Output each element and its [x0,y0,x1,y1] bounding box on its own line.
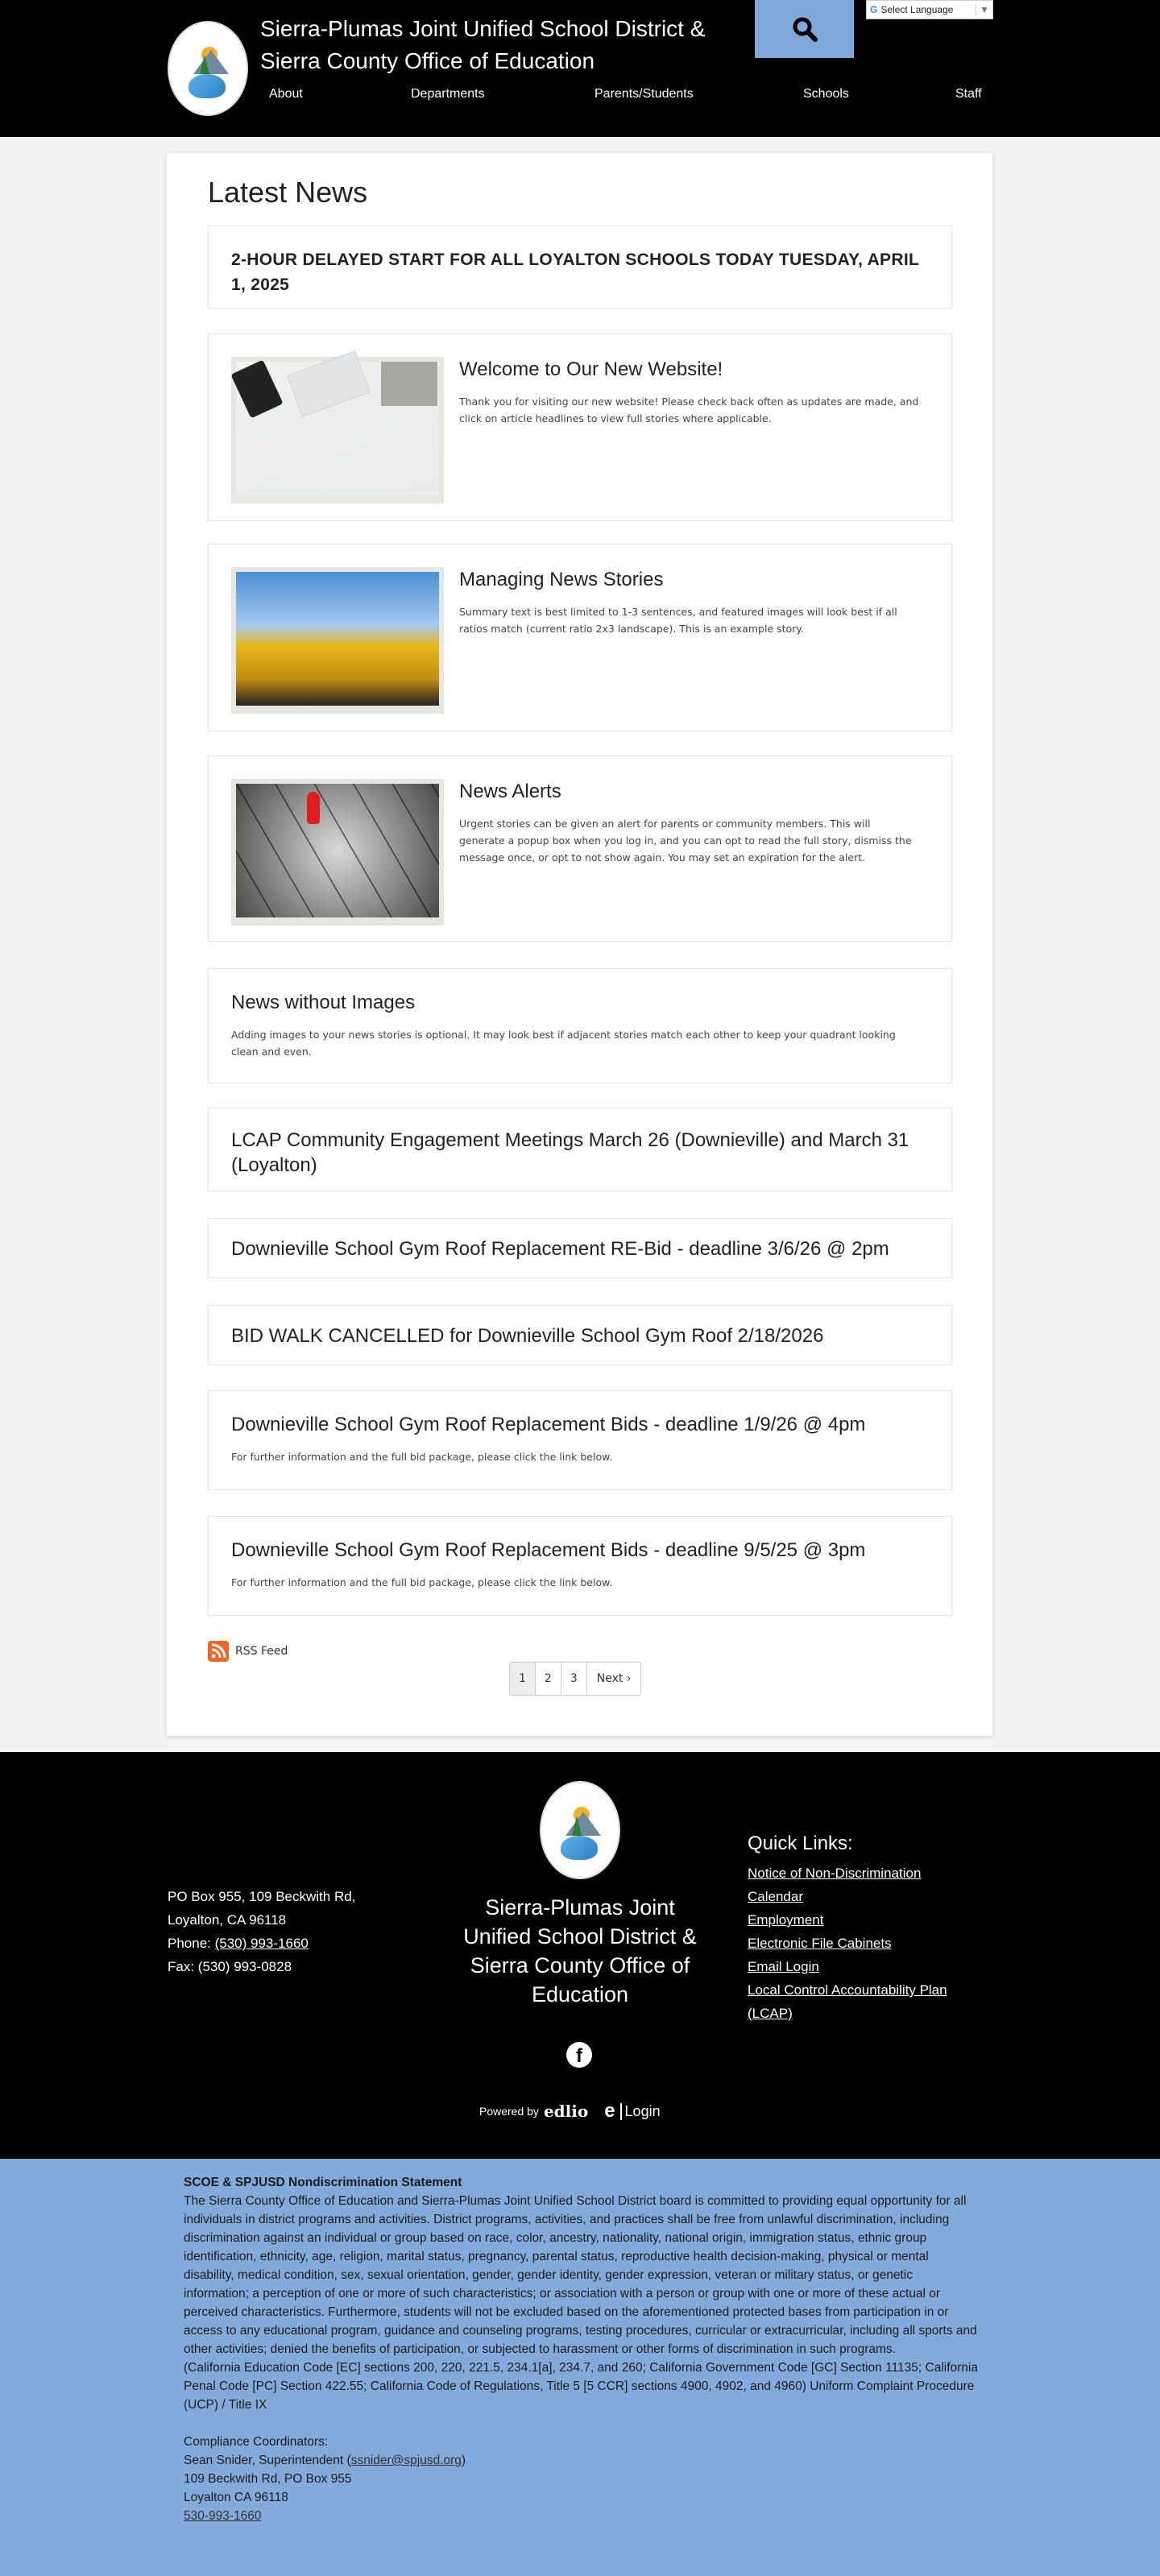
address-link-line1[interactable]: PO Box 955, 109 Beckwith Rd, [168,1889,356,1904]
news-item[interactable] [208,1218,952,1278]
site-footer [0,1752,1160,2159]
nav-staff[interactable]: Staff [955,87,982,101]
quick-link-calendar[interactable]: Calendar [748,1889,803,1904]
footer-logo [540,1781,620,1879]
edlio-icon: e [604,2100,615,2122]
coordinators-label: Compliance Coordinators: [184,2435,329,2449]
search-button[interactable] [755,0,854,58]
news-item[interactable] [208,226,952,309]
news-item[interactable] [208,1516,952,1616]
news-title[interactable]: Welcome to Our New Website! [459,358,723,380]
page-title: Latest News [208,176,368,209]
quick-link-non-discrimination[interactable]: Notice of Non-Discrimination [748,1866,922,1881]
language-select-label: Select Language [880,4,954,15]
news-title[interactable]: Downieville School Gym Roof Replacement Bids - deadline 1/9/26 @ 4pm [231,1414,866,1435]
news-summary: For further information and the full bid package, please click the link below. [231,1576,613,1588]
footer-district-name: Sierra-Plumas Joint Unified School District & Sierra County Office of Education [463,1895,697,2007]
site-title[interactable] [260,13,705,77]
footer-address [168,1885,355,1978]
next-page-button[interactable]: Next › [587,1663,641,1695]
news-summary: Urgent stories can be given an alert for parents or community members. This will generate a popup box when you log in, and you can opt to read the full story, dismiss the message once, or opt to not show again. You may set an expiration for the alert. [459,818,912,863]
news-image-calendar[interactable] [231,779,444,926]
language-select[interactable] [866,0,993,19]
news-title[interactable]: BID WALK CANCELLED for Downieville School Gym Roof 2/18/2026 [231,1325,824,1347]
nav-schools[interactable]: Schools [803,87,849,101]
news-image-desk[interactable] [231,357,444,503]
edlio-logo[interactable]: edlio [543,2102,589,2121]
news-container [167,153,992,1736]
news-item[interactable] [208,333,952,521]
news-item[interactable] [208,544,952,731]
quick-link-file-cabinets[interactable]: Electronic File Cabinets [748,1936,892,1951]
main-nav [0,87,1160,111]
coordinator-address2: Loyalton CA 96118 [184,2491,288,2504]
facebook-icon[interactable]: f [566,2042,592,2068]
nav-about[interactable]: About [269,87,303,101]
powered-by-edlio [479,2100,661,2123]
quick-links [748,1833,989,2025]
news-item[interactable] [208,1108,952,1191]
pagination [509,1662,641,1696]
news-summary: For further information and the full bid package, please click the link below. [231,1451,613,1463]
nondiscrimination-title: SCOE & SPJUSD Nondiscrimination Statement [184,2176,462,2189]
news-summary: Summary text is best limited to 1-3 sentences, and featured images will look best if all ratios match (current ratio 2x3 landscape). This is an example story. [459,606,897,635]
site-header [0,0,1160,137]
quick-link-lcap[interactable]: Local Control Accountability Plan (LCAP) [748,1982,947,2021]
phone-link[interactable]: (530) 993-1660 [214,1936,309,1951]
coordinator-address1: 109 Beckwith Rd, PO Box 955 [184,2472,352,2486]
site-title-line2: Sierra County Office of Education [260,48,595,73]
nondiscrimination-section [0,2159,1160,2576]
nondiscrimination-citation: (California Education Code [EC] sections 200, 220, 221.5, 234.1[a], 234.7, and 260; California Government Code [GC] Section 11135; California Penal Code [PC] Section 422.55; California Code of Regulations, Title 5 [5 CCR] sections 4900, 4902, and 4960) Uniform Complaint Procedure (UCP) / Title IX [184,2361,978,2412]
nondiscrimination-body: The Sierra County Office of Education and Sierra-Plumas Joint Unified School District board is committed to providing equal opportunity for all individuals in district programs and activities. District programs, activities, and practices shall be free from unlawful discrimination, including discrimination against an individual or group based on race, color, ancestry, nationality, national origin, immigration status, ethnic group identification, ethnicity, age, religion, marital status, pregnancy, parental status, reproductive health decision-making, physical or mental disability, medical condition, sex, sexual orientation, gender, gender identity, gender expression, veteran or military status, or genetic information; a perception of one or more of such characteristics; or association with a person or group with one or more of these actual or perceived characteristics. Furthermore, students will not be excluded based on the aforementioned protected bases from participation in or access to any educational program, guidance and counseling programs, testing procedures, curricular or extracurricular, including all sports and other activities; denied the benefits of participation, or subjected to harassment or other forms of discrimination in such programs. [184,2194,977,2356]
news-title[interactable]: Downieville School Gym Roof Replacement RE-Bid - deadline 3/6/26 @ 2pm [231,1238,889,1260]
news-image-school-buses[interactable] [231,567,444,714]
phone-label: Phone: [168,1936,215,1951]
coordinator-phone-link[interactable]: 530-993-1660 [184,2509,262,2523]
search-icon [791,15,818,43]
news-title[interactable]: News Alerts [459,781,561,802]
news-title[interactable]: LCAP Community Engagement Meetings March 26 (Downieville) and March 31 (Loyalton) [231,1129,909,1176]
nav-departments[interactable]: Departments [411,87,485,101]
news-summary: Thank you for visiting our new website! Please check back often as updates are made, and click on article headlines to view full stories where applicable. [459,396,919,425]
coordinator-line [184,2451,981,2470]
news-item[interactable] [208,1390,952,1490]
coordinator-email-link[interactable]: ssnider@spjusd.org [350,2454,462,2467]
news-item[interactable] [208,1305,952,1365]
powered-by-label: Powered by [479,2105,539,2118]
news-item[interactable] [208,968,952,1083]
news-title[interactable]: 2-HOUR DELAYED START FOR ALL LOYALTON SCHOOLS TODAY TUESDAY, APRIL 1, 2025 [231,251,919,294]
quick-link-employment[interactable]: Employment [748,1912,824,1928]
page-3-button[interactable]: 3 [561,1663,587,1695]
address-link-line2[interactable]: Loyalton, CA 96118 [168,1912,287,1928]
google-icon: G [870,4,878,15]
coordinator-close: ) [461,2454,466,2467]
news-title[interactable]: Downieville School Gym Roof Replacement Bids - deadline 9/5/25 @ 3pm [231,1539,866,1561]
login-link[interactable]: Login [620,2103,661,2120]
coordinator-name: Sean Snider, Superintendent ( [184,2454,351,2467]
news-summary: Adding images to your news stories is optional. It may look best if adjacent stories match each other to keep your quadrant looking clean and even. [231,1029,896,1058]
rss-label: RSS Feed [235,1645,288,1658]
news-title[interactable]: News without Images [231,992,416,1013]
fax-text: Fax: (530) 993-0828 [168,1959,292,1974]
rss-feed-link[interactable] [208,1641,288,1662]
chevron-down-icon: ▼ [976,4,989,15]
rss-icon [208,1641,229,1662]
page-2-button[interactable]: 2 [536,1663,561,1695]
news-title[interactable]: Managing News Stories [459,569,664,590]
quick-link-email-login[interactable]: Email Login [748,1959,819,1974]
page-1-button[interactable]: 1 [510,1663,536,1695]
nav-parents-students[interactable]: Parents/Students [594,87,694,101]
quick-links-title: Quick Links: [748,1833,853,1854]
news-item[interactable] [208,756,952,942]
site-title-line1: Sierra-Plumas Joint Unified School District & [260,16,706,41]
